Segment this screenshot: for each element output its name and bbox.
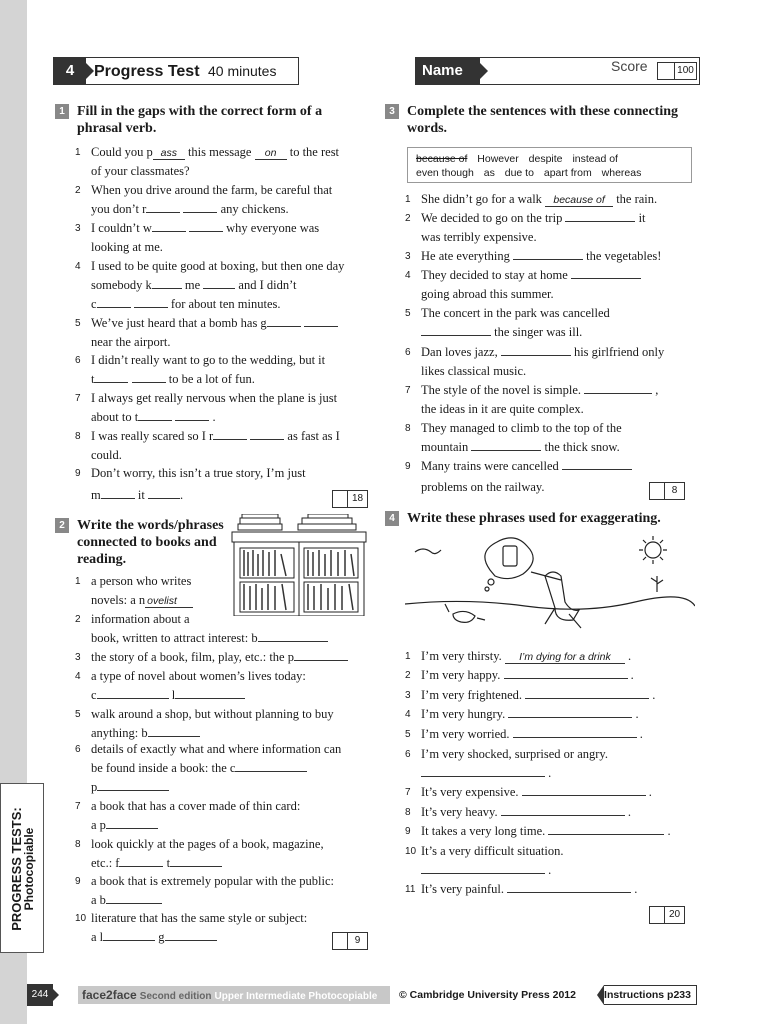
answer-blank[interactable] [94,370,128,383]
bookcase-illustration [228,514,370,616]
s3-item-2 [405,209,701,247]
section2-heading-line: reading. [77,552,127,567]
s2-item-9 [75,872,371,910]
s4-item-9 [405,822,701,841]
item-text: of your classmates? [91,164,190,178]
item-number: 7 [75,393,81,404]
s4-item-5 [405,725,701,744]
answer-blank[interactable] [258,629,328,642]
item-number: 10 [405,846,417,857]
item-text: I’m very happy. [421,668,501,682]
answer-blank[interactable] [525,686,649,699]
item-text: When you drive around the farm, be careful that [91,183,333,197]
item-number: 3 [405,251,411,262]
s1-item-7 [75,389,371,427]
item-text: It’s very heavy. [421,805,498,819]
s1-item-1 [75,143,371,181]
s4-item-6 [405,745,701,783]
item-text: t [166,856,171,870]
answer-blank[interactable] [165,928,217,941]
item-number: 2 [75,185,81,196]
item-text: and I didn’t [238,278,297,292]
answer-blank[interactable] [421,861,545,874]
item-text: a p [91,818,106,832]
item-number: 3 [75,223,81,234]
s3-item-8 [405,419,701,457]
item-text: It’s very painful. [421,882,504,896]
s4-item-3 [405,686,701,705]
item-text: likes classical music. [421,364,527,378]
item-number: 8 [405,807,411,818]
answer-blank[interactable] [134,295,168,308]
item-number: 8 [75,431,81,442]
answer-blank[interactable] [267,314,301,327]
answer-blank[interactable] [175,686,245,699]
item-text: I was really scared so I r [91,429,214,443]
item-text: . [630,668,634,682]
answer-blank[interactable] [152,219,186,232]
section1-score-box[interactable] [332,490,368,508]
item-number: 5 [75,709,81,720]
item-text: the singer was ill. [494,325,583,339]
item-number: 6 [75,744,81,755]
item-text: I’m very frightened. [421,688,523,702]
item-number: 7 [75,801,81,812]
s4-item-1 [405,647,701,666]
item-text: book, written to attract interest: b [91,631,258,645]
item-text: a b [91,893,106,907]
s1-item-4 [75,257,376,314]
item-text: look quickly at the pages of a book, magazine, [91,837,324,851]
answer-blank[interactable] [146,200,180,213]
item-text: The style of the novel is simple. [421,383,582,397]
item-number: 9 [75,876,81,887]
item-text: the story of a book, film, play, etc.: the p [91,650,294,664]
answer-blank[interactable] [571,266,641,279]
item-text: She didn’t go for a walk [421,192,542,206]
s3-item-6 [405,343,701,381]
item-number: 1 [75,147,81,158]
item-text: I’m very shocked, surprised or angry. [421,747,608,761]
test-title: Progress Test [94,63,200,80]
item-text: Many trains were cancelled [421,459,559,473]
item-text: why everyone was [226,221,320,235]
item-text: I’m very worried. [421,727,510,741]
answer-blank[interactable] [175,408,209,421]
item-text: c [91,297,97,311]
s2-item-7 [75,797,371,835]
s3-item-7 [405,381,701,419]
section3-number: 3 [385,104,399,119]
answer-blank[interactable] [97,778,169,791]
page-footer [27,984,727,1006]
answer-blank[interactable] [235,759,307,772]
answer-blank[interactable] [501,343,571,356]
side-label [0,783,44,953]
item-text: the thick snow. [544,440,620,454]
answer-blank[interactable] [138,408,172,421]
word-option: However [477,153,519,165]
answer-blank[interactable] [513,725,637,738]
s2-item-6 [75,740,376,797]
section1-heading-text: Fill in the gaps with the correct form of a phrasal verb. [77,104,323,136]
item-text: literature that has the same style or subject: [91,911,308,925]
item-number: 4 [405,709,411,720]
instructions-link[interactable]: Instructions p233 [597,985,697,1005]
answer-blank[interactable] [548,822,664,835]
item-text: We’ve just heard that a bomb has g [91,316,267,330]
section2-score-box[interactable] [332,932,368,950]
item-text: as fast as I [287,429,340,443]
item-text: , [655,383,659,397]
answer-blank[interactable] [97,295,131,308]
item-text: any chickens. [220,202,289,216]
s2-item-4 [75,667,371,705]
item-text: to be a lot of fun. [168,372,255,386]
score-label: Score [611,58,648,74]
side-label-line1: PROGRESS TESTS: [9,807,24,931]
brand-name: face2face [82,988,137,1002]
item-text: . [667,824,671,838]
item-number: 4 [405,270,411,281]
section3-heading-text: Complete the sentences with these connecting words. [407,104,679,136]
item-text: They managed to climb to the top of the [421,421,622,435]
answer-blank[interactable] [471,438,541,451]
answer-blank[interactable] [148,486,180,499]
total-score-box[interactable] [657,62,697,80]
page-number: 244 [27,984,53,1006]
item-number: 9 [405,826,411,837]
item-text: a book that is extremely popular with the public: [91,874,334,888]
answer-blank[interactable]: on [255,147,287,160]
item-text: I’m very thirsty. [421,649,502,663]
item-text: details of exactly what and where information can [91,742,342,756]
answer-blank[interactable] [513,247,583,260]
item-text: Don’t worry, this isn’t a true story, I’m just [91,466,306,480]
item-text: this message [187,145,252,159]
section1-heading [59,103,347,137]
answer-blank[interactable] [189,219,223,232]
item-text: . [179,488,184,502]
item-number: 4 [75,671,81,682]
item-text: I didn’t really want to go to the wedding, but it [91,353,326,367]
item-text: . [648,785,652,799]
s2-item-8 [75,835,371,873]
item-text: . [212,410,216,424]
item-text: a l [91,930,104,944]
word-option: as [483,167,495,179]
item-number: 1 [405,194,411,205]
item-text: . [627,805,631,819]
s4-item-2 [405,666,701,685]
section2-heading-line: connected to books and [77,535,217,550]
item-text: I used to be quite good at boxing, but then one day [91,259,345,273]
answer-blank[interactable] [106,891,162,904]
item-text: . [548,766,552,780]
item-number: 9 [405,461,411,472]
section2-heading [59,517,237,568]
answer-blank[interactable] [183,200,217,213]
answer-blank[interactable] [106,816,158,829]
item-number: 5 [405,308,411,319]
item-number: 5 [405,729,411,740]
item-text: l [171,688,176,702]
item-text: his girlfriend only [573,345,665,359]
s2-item-5 [75,705,371,743]
answer-blank[interactable] [294,648,348,661]
section1-score: 18 [347,491,367,507]
item-number: 6 [405,347,411,358]
item-text: p [91,780,98,794]
s4-item-10 [405,842,701,880]
section2-heading-line: Write the words/phrases [77,518,224,533]
item-text: m [91,488,101,502]
section4-heading-text: Write these phrases used for exaggerating. [407,511,661,526]
section3-heading [389,103,692,137]
s2-item-10 [75,909,371,947]
item-text: for about ten minutes. [170,297,281,311]
test-title-box [53,57,299,85]
item-text: anything: b [91,726,148,740]
brand-level: Upper Intermediate Photocopiable [214,991,378,1002]
item-text: . [635,707,639,721]
s4-item-4 [405,705,701,724]
item-text: mountain [421,440,469,454]
item-text: to the rest [289,145,340,159]
item-text: me [184,278,201,292]
item-text: . [639,727,643,741]
s1-item-6 [75,351,371,389]
item-number: 2 [405,670,411,681]
section3-score-box[interactable] [649,482,685,500]
item-number: 1 [75,576,81,587]
s4-item-11 [405,880,701,899]
answer-blank[interactable] [508,705,632,718]
item-text: g [158,930,165,944]
item-text: was terribly expensive. [421,230,537,244]
s4-item-7 [405,783,701,802]
item-text: walk around a shop, but without planning to buy [91,707,334,721]
item-number: 8 [75,839,81,850]
answer-blank[interactable] [250,427,284,440]
section4-number: 4 [385,511,399,526]
s1-item-5 [75,314,371,352]
thirsty-man-illustration [405,532,695,640]
item-text: about to t [91,410,139,424]
item-number: 7 [405,787,411,798]
s3-item-5 [405,304,701,342]
answer-blank[interactable] [565,209,635,222]
word-option: due to [504,167,534,179]
section4-heading [389,510,692,527]
item-text: I couldn’t w [91,221,152,235]
section1-number: 1 [55,104,69,119]
item-text: the vegetables! [586,249,662,263]
item-number: 3 [75,652,81,663]
item-number: 3 [405,690,411,701]
word-option: instead of [572,153,618,165]
item-text: looking at me. [91,240,163,254]
s1-item-3 [75,219,371,257]
s3-item-3 [405,247,701,266]
test-duration: 40 minutes [207,63,277,79]
s2-item-2 [75,610,361,648]
answer-blank[interactable]: ovelist [145,595,193,608]
answer-blank[interactable] [170,854,222,867]
item-text: It takes a very long time. [421,824,546,838]
item-text: They decided to stay at home [421,268,568,282]
connecting-words-box [407,147,692,183]
section2-score: 9 [347,933,367,949]
s3-item-4 [405,266,701,304]
s1-item-8 [75,427,371,465]
answer-blank[interactable] [152,276,182,289]
item-text: . [652,688,656,702]
s2-item-3 [75,648,371,667]
item-text: He ate everything [421,249,510,263]
item-text: etc.: f [91,856,120,870]
item-text: t [91,372,95,386]
item-number: 9 [75,468,81,479]
answer-blank[interactable] [421,764,545,777]
answer-blank[interactable] [421,323,491,336]
s4-item-8 [405,803,701,822]
word-option: whereas [601,167,642,179]
item-number: 2 [75,614,81,625]
item-number: 7 [405,385,411,396]
item-number: 11 [405,884,416,895]
item-number: 4 [75,261,81,272]
item-text: . [548,863,552,877]
answer-blank[interactable] [97,686,169,699]
item-text: could. [91,448,122,462]
name-label: Name [416,58,480,84]
item-number: 10 [75,913,87,924]
item-text: it [638,211,646,225]
answer-blank[interactable] [101,486,135,499]
s3-item-1 [405,190,701,209]
item-text: It’s a very difficult situation. [421,844,564,858]
side-label-line2: Photocopiable [22,827,36,911]
item-number: 8 [405,423,411,434]
item-text: Dan loves jazz, [421,345,498,359]
item-number: 2 [405,213,411,224]
section2-number: 2 [55,518,69,533]
word-option: apart from [543,167,592,179]
answer-blank[interactable] [103,928,155,941]
item-text: the ideas in it are quite complex. [421,402,584,416]
item-text: be found inside a book: the c [91,761,236,775]
answer-blank[interactable] [203,276,235,289]
item-text: a person who writes [91,574,192,588]
answer-blank[interactable] [119,854,163,867]
item-text: going abroad this summer. [421,287,554,301]
word-option: even though [416,167,474,179]
item-text: c [91,688,97,702]
s2-item-1 [75,572,241,610]
answer-blank[interactable]: ass [153,147,185,160]
answer-blank[interactable] [213,427,247,440]
item-text: somebody k [91,278,152,292]
brand-edition: Second edition [139,991,212,1002]
brand-bar [78,986,390,1004]
item-text: you don’t r [91,202,147,216]
item-text: It’s very expensive. [421,785,519,799]
total-score-value: 100 [674,63,696,79]
item-text: a book that has a cover made of thin card: [91,799,301,813]
item-text: near the airport. [91,335,171,349]
item-text: The concert in the park was cancelled [421,306,610,320]
item-text: the rain. [616,192,658,206]
answer-blank[interactable] [501,803,625,816]
item-text: . [628,649,632,663]
section4-score-box[interactable] [649,906,685,924]
word-option: because of [416,153,468,165]
answer-blank[interactable] [507,880,631,893]
section4-score: 20 [664,907,684,923]
item-text: information about a [91,612,190,626]
answer-blank[interactable]: because of [545,194,613,207]
answer-blank[interactable] [132,370,166,383]
word-option: despite [528,153,563,165]
s1-item-2 [75,181,371,219]
item-number: 6 [75,355,81,366]
answer-blank[interactable]: I’m dying for a drink [505,651,625,664]
answer-blank[interactable] [584,381,652,394]
answer-blank[interactable] [304,314,338,327]
item-text: a type of novel about women’s lives today: [91,669,306,683]
item-number: 6 [405,749,411,760]
answer-blank[interactable] [562,457,632,470]
answer-blank[interactable] [522,783,646,796]
item-text: it [137,488,145,502]
s1-item-9 [75,464,371,507]
item-text: problems on the railway. [421,480,545,494]
item-number: 1 [405,651,411,662]
item-text: I’m very hungry. [421,707,506,721]
test-number: 4 [54,58,86,84]
answer-blank[interactable] [504,666,628,679]
item-text: . [634,882,638,896]
section3-score: 8 [664,483,684,499]
item-text: Could you p [91,145,153,159]
answer-blank[interactable] [148,724,200,737]
item-text: We decided to go on the trip [421,211,563,225]
item-number: 5 [75,318,81,329]
copyright-text: © Cambridge University Press 2012 [399,989,576,1001]
item-text: novels: a n [91,593,146,607]
item-text: I always get really nervous when the plane is just [91,391,338,405]
name-field-box[interactable] [415,57,700,85]
